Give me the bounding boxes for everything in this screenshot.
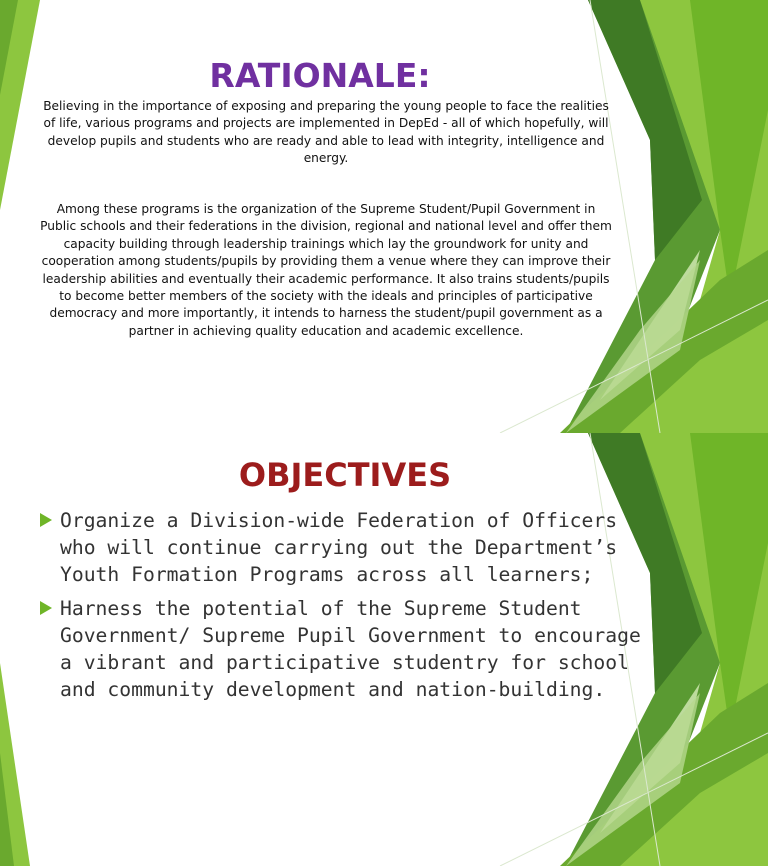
list-item (38, 507, 643, 588)
triangle-bullet-icon (40, 513, 52, 527)
objectives-title: OBJECTIVES (238, 456, 452, 494)
page-title: RATIONALE: (209, 56, 431, 95)
objective-text: Harness the potential of the Supreme Student Government/ Supreme Pupil Government to encourage a vibrant and participative studentry for school and community development and nation-building. (60, 597, 641, 701)
rationale-paragraph-1: Believing in the importance of exposing and preparing the young people to face the realities of life, various programs and projects are implemented in DepEd - all of which hopefully, will develop pupils and students who are ready and able to lead with integrity, intelligence and energy. (43, 99, 609, 166)
list-item (38, 595, 643, 703)
rationale-paragraph-2: Among these programs is the organization of the Supreme Student/Pupil Government in Public schools and their federations in the division, regional and national level and offer them capacity building through leadership trainings which lay the groundwork for unity and cooperation among students/pupils by providing them a venue where they can improve their leadership abilities and eventually their academic performance. It also trains students/pupils to become better members of the society with the ideals and principles of participative democracy and more importantly, it intends to harness the student/pupil government as a partner in achieving quality education and academic excellence. (40, 202, 612, 338)
objectives-list (38, 507, 643, 710)
objective-text: Organize a Division-wide Federation of Officers who will continue carrying out the Department’s Youth Formation Programs across all learners; (60, 509, 618, 586)
triangle-bullet-icon (40, 601, 52, 615)
